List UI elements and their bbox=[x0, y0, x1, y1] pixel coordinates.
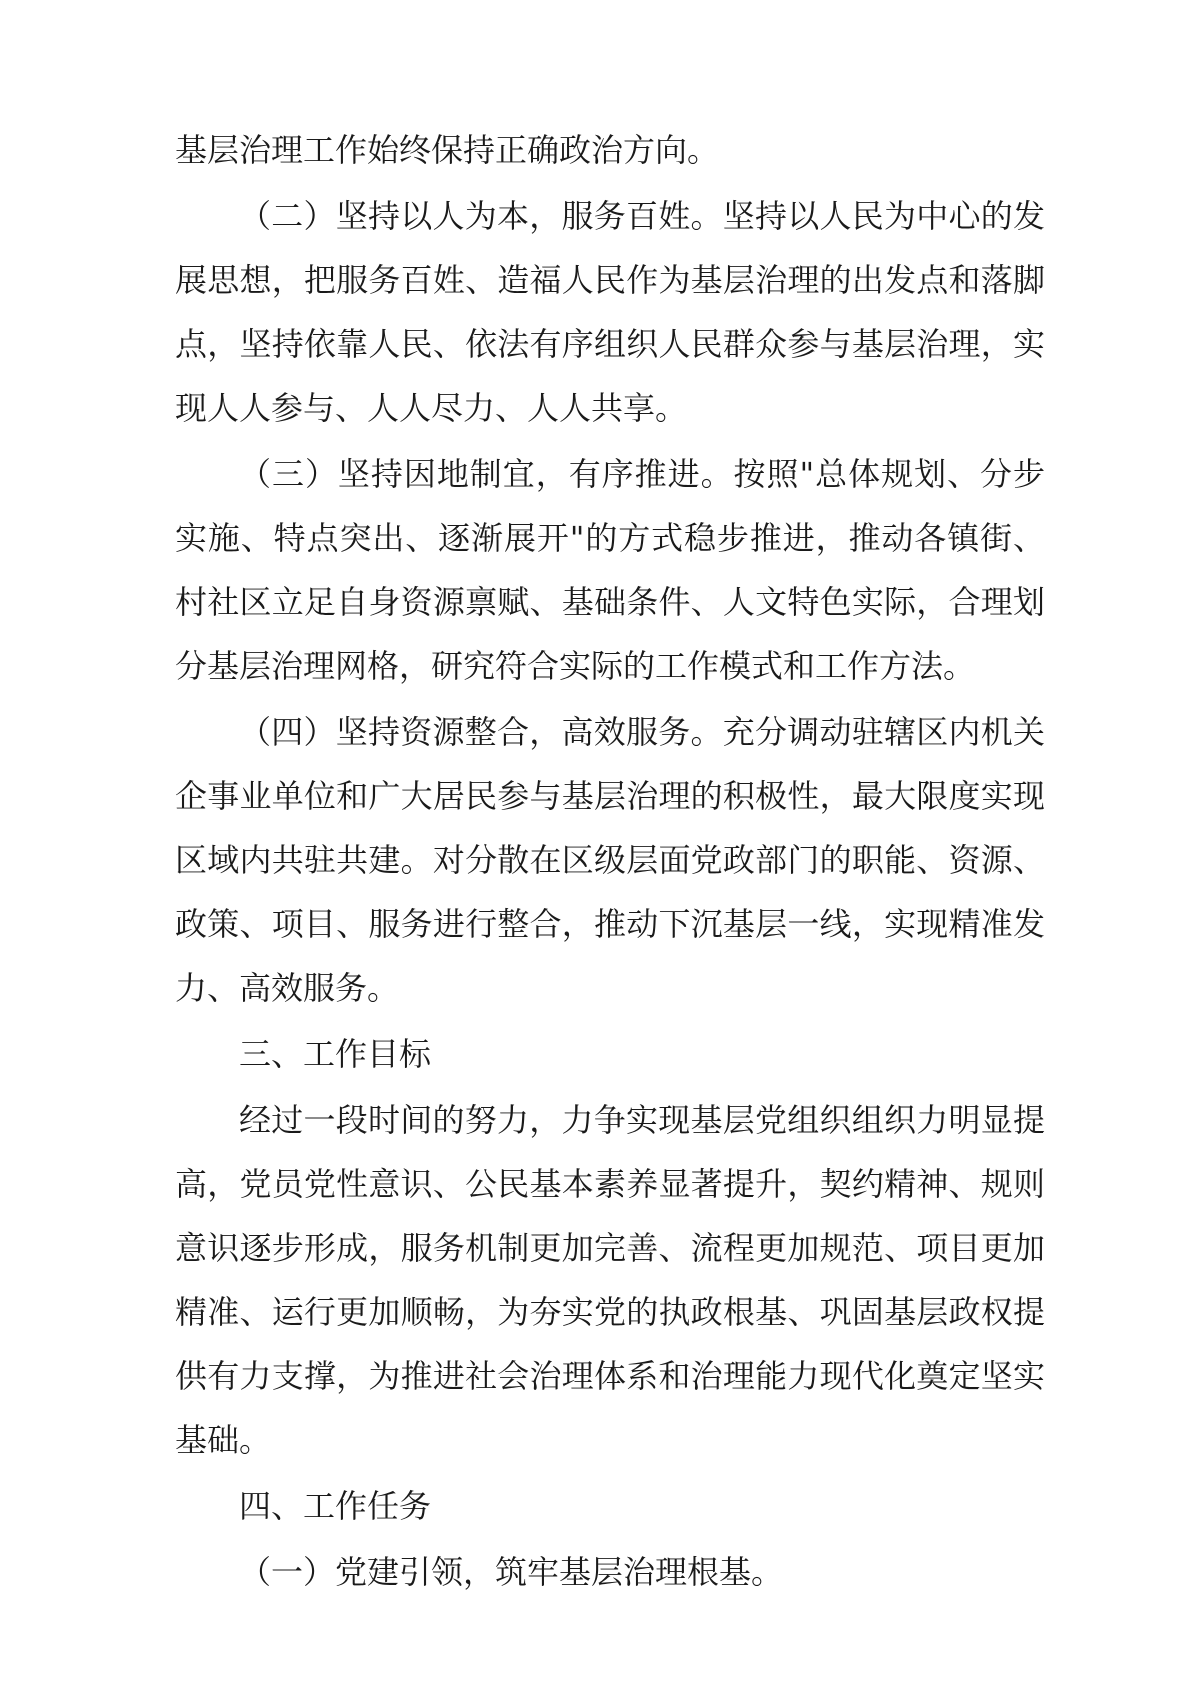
paragraph-line: 高，党员党性意识、公民基本素养显著提升，契约精神、规则 bbox=[175, 1165, 1045, 1203]
paragraph-line: 意识逐步形成，服务机制更加完善、流程更加规范、项目更加 bbox=[175, 1229, 1045, 1267]
paragraph-line: 政策、项目、服务进行整合，推动下沉基层一线，实现精准发 bbox=[175, 905, 1045, 943]
paragraph-heading-4: （四）坚持资源整合，高效服务。充分调动驻辖区内机关 bbox=[239, 713, 1045, 751]
paragraph-line: 基础。 bbox=[175, 1421, 272, 1459]
paragraph-line: 经过一段时间的努力，力争实现基层党组织组织力明显提 bbox=[239, 1101, 1045, 1139]
paragraph-line: 实施、特点突出、逐渐展开"的方式稳步推进，推动各镇街、 bbox=[175, 519, 1045, 557]
paragraph-heading-1: （一）党建引领，筑牢基层治理根基。 bbox=[239, 1553, 784, 1591]
paragraph-line: 点，坚持依靠人民、依法有序组织人民群众参与基层治理，实 bbox=[175, 325, 1045, 363]
paragraph-line: 企事业单位和广大居民参与基层治理的积极性，最大限度实现 bbox=[175, 777, 1045, 815]
paragraph-line: 区域内共驻共建。对分散在区级层面党政部门的职能、资源、 bbox=[175, 841, 1045, 879]
paragraph-line: 基层治理工作始终保持正确政治方向。 bbox=[175, 131, 720, 169]
paragraph-line: 力、高效服务。 bbox=[175, 969, 400, 1007]
section-heading-tasks: 四、工作任务 bbox=[239, 1487, 432, 1525]
paragraph-line: 分基层治理网格，研究符合实际的工作模式和工作方法。 bbox=[175, 647, 976, 685]
paragraph-line: 精准、运行更加顺畅，为夯实党的执政根基、巩固基层政权提 bbox=[175, 1293, 1045, 1331]
document-body bbox=[175, 118, 1045, 1604]
paragraph-line: 现人人参与、人人尽力、人人共享。 bbox=[175, 389, 688, 427]
section-heading-goals: 三、工作目标 bbox=[239, 1035, 432, 1073]
paragraph-line: 展思想，把服务百姓、造福人民作为基层治理的出发点和落脚 bbox=[175, 261, 1045, 299]
paragraph-heading-3: （三）坚持因地制宜，有序推进。按照"总体规划、分步 bbox=[239, 455, 1045, 493]
paragraph-heading-2: （二）坚持以人为本，服务百姓。坚持以人民为中心的发 bbox=[239, 197, 1045, 235]
paragraph-line: 村社区立足自身资源禀赋、基础条件、人文特色实际，合理划 bbox=[175, 583, 1045, 621]
paragraph-line: 供有力支撑，为推进社会治理体系和治理能力现代化奠定坚实 bbox=[175, 1357, 1045, 1395]
